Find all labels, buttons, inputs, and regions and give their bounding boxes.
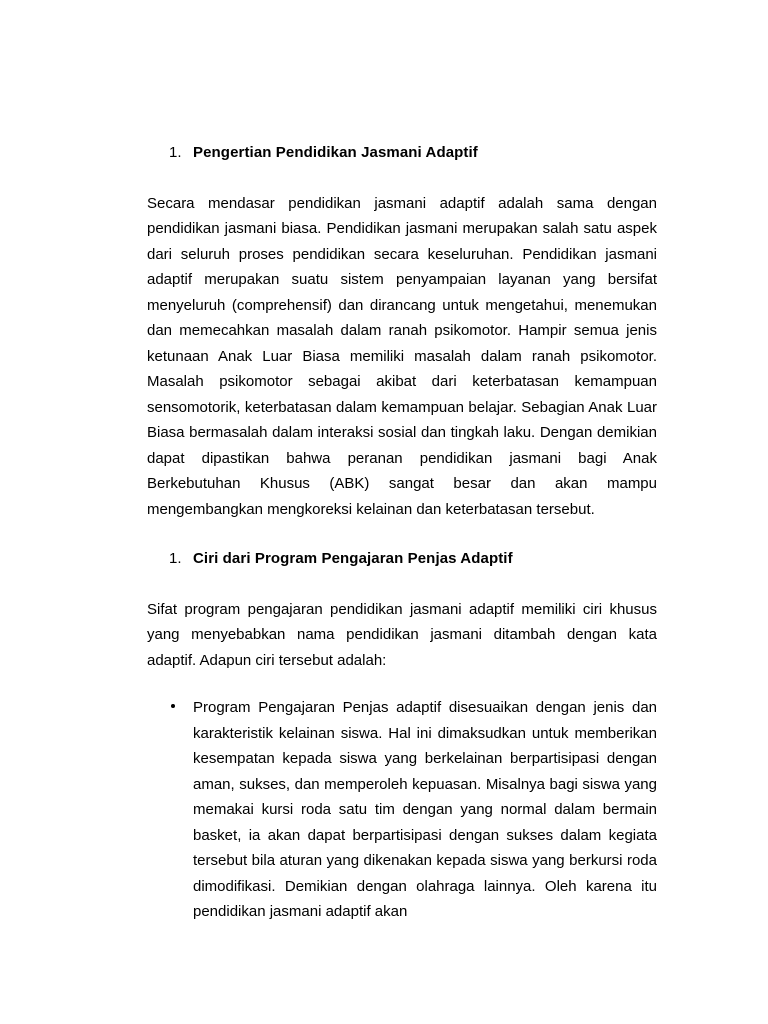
spacer <box>147 522 657 546</box>
section-heading-text: Pengertian Pendidikan Jasmani Adaptif <box>193 144 478 161</box>
section-heading-2 <box>169 546 657 572</box>
list-marker-number: 1. <box>169 144 182 161</box>
section-heading-text: Ciri dari Program Pengajaran Penjas Adaptif <box>193 550 513 567</box>
bullet-dot-icon <box>171 704 175 708</box>
list-item-text: Program Pengajaran Penjas adaptif disesuaikan dengan jenis dan karakteristik kelainan siswa. Hal ini dimaksudkan untuk memberikan kesempatan kepada siswa yang berkelainan berpartisipasi dengan aman, sukses, dan memperoleh kepuasan. Misalnya bagi siswa yang memakai kursi roda satu tim dengan yang normal dalam bermain basket, ia akan dapat berpartisipasi dengan sukses dalam kegiata tersebut bila aturan yang dikenakan kepada siswa yang berkursi roda dimodifikasi. Demikian dengan olahraga lainnya. Oleh karena itu pendidikan jasmani adaptif akan <box>193 699 657 920</box>
section-heading-1 <box>169 140 657 166</box>
list-item <box>169 695 657 925</box>
body-paragraph: Secara mendasar pendidikan jasmani adaptif adalah sama dengan pendidikan jasmani biasa. Pendidikan jasmani merupakan salah satu aspek dari seluruh proses pendidikan secara keseluruhan. Pendidikan jasmani adaptif merupakan suatu sistem penyampaian layanan yang bersifat menyeluruh (comprehensif) dan dirancang untuk mengetahui, menemukan dan memecahkan masalah dalam ranah psikomotor. Hampir semua jenis ketunaan Anak Luar Biasa memiliki masalah dalam ranah psikomotor. Masalah psikomotor sebagai akibat dari keterbatasan kemampuan sensomotorik, keterbatasan dalam kemampuan belajar. Sebagian Anak Luar Biasa bermasalah dalam interaksi sosial dan tingkah laku. Dengan demikian dapat dipastikan bahwa peranan pendidikan jasmani bagi Anak Berkebutuhan Khusus (ABK) sangat besar dan akan mampu mengembangkan mengkoreksi kelainan dan keterbatasan tersebut. <box>147 194 657 518</box>
spacer <box>147 166 657 191</box>
list-marker-number: 1. <box>169 550 182 567</box>
list-marker-bullet <box>169 695 193 721</box>
body-paragraph: Sifat program pengajaran pendidikan jasmani adaptif memiliki ciri khusus yang menyebabkan nama pendidikan jasmani ditambah dengan kata adaptif. Adapun ciri tersebut adalah: <box>147 600 657 669</box>
spacer <box>147 572 657 597</box>
spacer <box>147 673 657 695</box>
document-content <box>147 140 657 925</box>
